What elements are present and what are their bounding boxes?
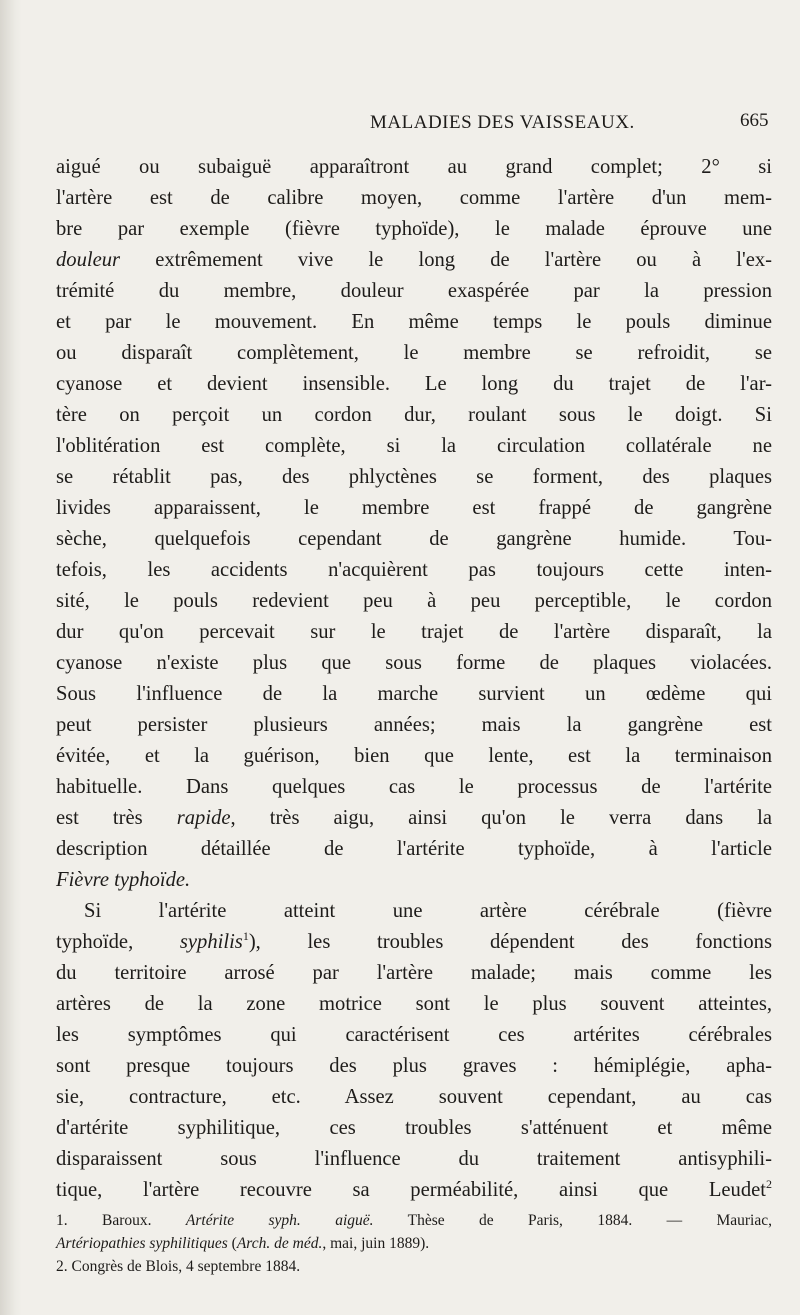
text-line: sie, contracture, etc. Assez souvent cependant, au cas [56,1086,772,1108]
body-text [56,152,772,1206]
page-number: 665 [740,110,769,131]
text-line: tère on perçoit un cordon dur, roulant sous le doigt. Si [56,404,772,426]
text-line: tefois, les accidents n'acquièrent pas toujours cette inten- [56,559,772,581]
footnotes [56,1209,772,1278]
text-run: 1. Baroux. [56,1212,186,1229]
footnote-2: 2. Congrès de Blois, 4 septembre 1884. [56,1258,301,1275]
text-line: se rétablit pas, des phlyctènes se forment, des plaques [56,466,772,488]
text-run: ), les troubles dépendent des fonctions [248,931,772,953]
text-line: aigué ou subaiguë apparaîtront au grand complet; 2° si [56,156,772,178]
italic-term: Artériopathies syphilitiques [56,1235,228,1252]
footnote-1-continued [56,1232,772,1255]
text-line [56,865,772,896]
text-line: cyanose et devient insensible. Le long du trajet de l'ar- [56,373,772,395]
text-line: cyanose n'existe plus que sous forme de plaques violacées. [56,652,772,674]
text-line: sont presque toujours des plus graves : hémiplégie, apha- [56,1055,772,1077]
italic-term: syphilis [179,931,243,953]
text-line [56,1175,772,1206]
italic-term: Fièvre typhoïde. [56,869,191,891]
text-line: bre par exemple (fièvre typhoïde), le malade éprouve une [56,218,772,240]
footnote-1 [56,1209,772,1232]
text-line: trémité du membre, douleur exaspérée par la pression [56,280,772,302]
text-line: du territoire arrosé par l'artère malade; mais comme les [56,962,772,984]
text-line: description détaillée de l'artérite typhoïde, à l'article [56,838,772,860]
footnote-ref: 2 [766,1177,772,1192]
text-run: extrêmement vive le long de l'artère ou à l'ex- [120,249,772,271]
text-run: ( [227,1235,237,1252]
text-line: artères de la zone motrice sont le plus souvent atteintes, [56,993,772,1015]
text-line: disparaissent sous l'influence du traitement antisyphili- [56,1148,772,1170]
text-line: et par le mouvement. En même temps le pouls diminue [56,311,772,333]
text-line: livides apparaissent, le membre est frappé de gangrène [56,497,772,519]
text-line: habituelle. Dans quelques cas le processus de l'artérite [56,776,772,798]
text-line: peut persister plusieurs années; mais la gangrène est [56,714,772,736]
text-line: l'oblitération est complète, si la circulation collatérale ne [56,435,772,457]
text-line: sité, le pouls redevient peu à peu perceptible, le cordon [56,590,772,612]
running-head: MALADIES DES VAISSEAUX. [370,112,635,133]
text-run: Thèse de Paris, 1884. — Mauriac, [373,1212,772,1229]
text-line: ou disparaît complètement, le membre se refroidit, se [56,342,772,364]
italic-term: Artérite syph. aiguë. [185,1212,374,1229]
text-line: dur qu'on percevait sur le trajet de l'artère disparaît, la [56,621,772,643]
italic-term: douleur [56,249,121,271]
text-line [56,927,772,958]
italic-term: Arch. de méd. [236,1235,323,1252]
text-line: Si l'artérite atteint une artère cérébrale (fièvre [84,900,772,922]
page-gutter-shadow [0,0,22,1315]
text-line [56,803,772,834]
text-run: , très aigu, ainsi qu'on le verra dans la [230,807,772,829]
text-run: , mai, juin 1889). [322,1235,430,1252]
text-run: tique, l'artère recouvre sa perméabilité, ainsi que Leudet [56,1179,766,1201]
text-line: évitée, et la guérison, bien que lente, est la terminaison [56,745,772,767]
footnote-ref: 1 [242,929,249,944]
text-line: sèche, quelquefois cependant de gangrène humide. Tou- [56,528,772,550]
text-run: est très [56,807,177,829]
text-line [56,245,772,276]
text-line: les symptômes qui caractérisent ces artérites cérébrales [56,1024,772,1046]
text-line: l'artère est de calibre moyen, comme l'artère d'un mem- [56,187,772,209]
text-line: Sous l'influence de la marche survient un œdème qui [56,683,772,705]
text-run: typhoïde, [56,931,180,953]
italic-term: rapide [176,807,231,829]
text-line: d'artérite syphilitique, ces troubles s'atténuent et même [56,1117,772,1139]
